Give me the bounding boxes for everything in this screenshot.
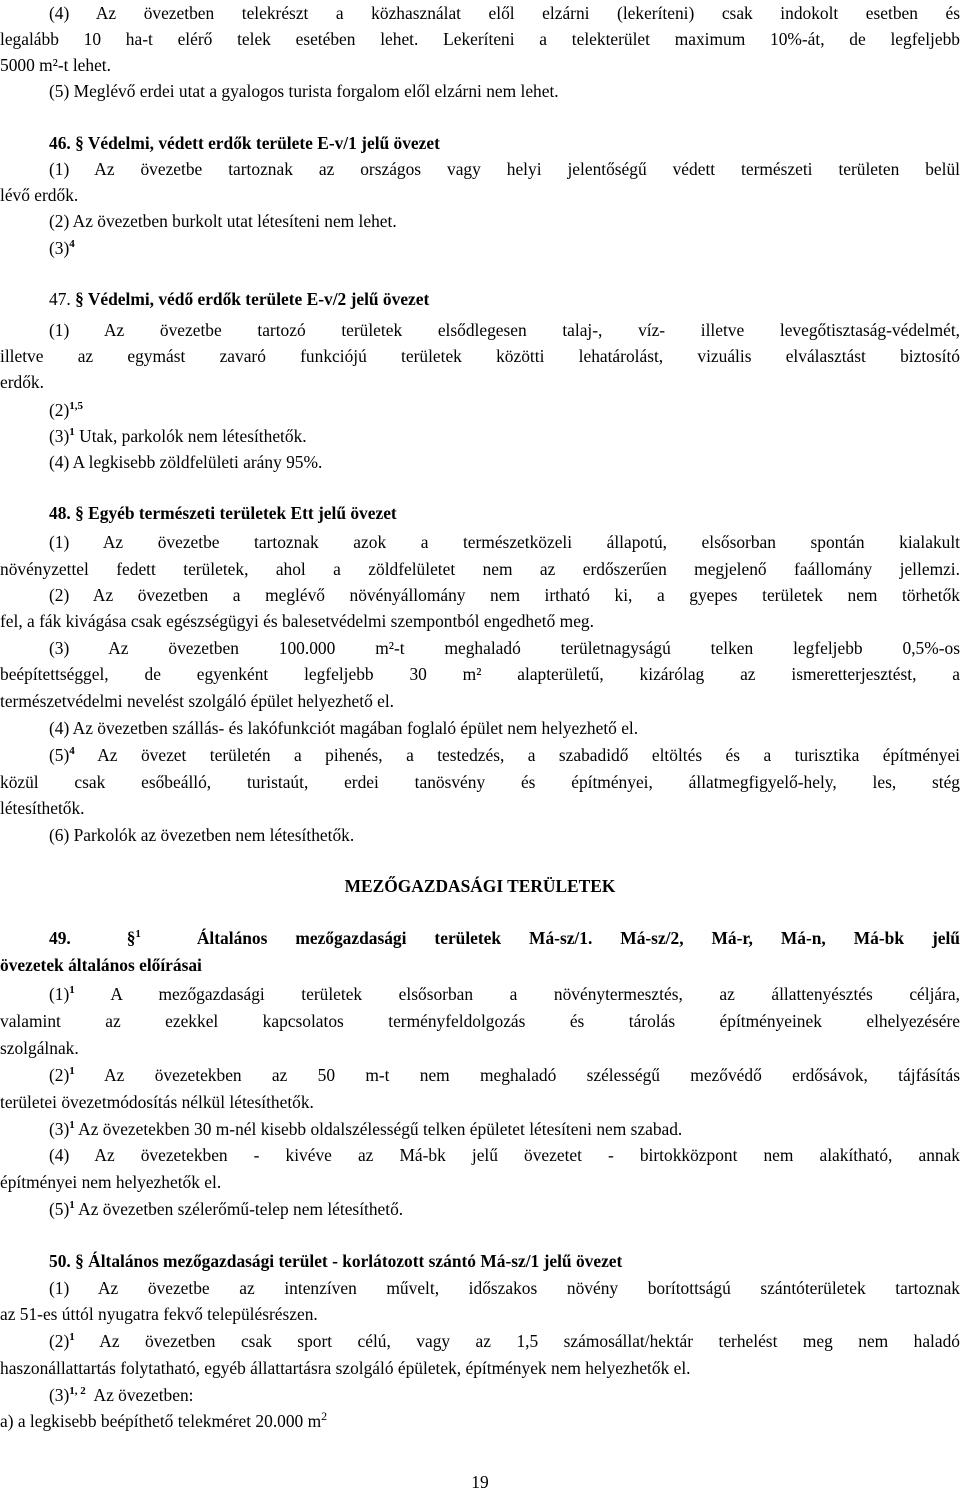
section-number: 49. bbox=[49, 928, 71, 948]
paragraph-line: (4) Az övezetekben - kivéve az Má-bk jelű övezetet - birtokközpont nem alakítható, annak bbox=[49, 1145, 960, 1165]
paragraph-number: (3) bbox=[49, 238, 70, 258]
paragraph-line: (6) Parkolók az övezetben nem létesíthetők. bbox=[49, 825, 355, 845]
paragraph-number: (3) bbox=[49, 1119, 70, 1139]
superscript: 2 bbox=[321, 1409, 328, 1423]
page-number: 19 bbox=[471, 1472, 489, 1492]
paragraph-line: (3) Az övezetben 100.000 m²-t meghaladó területnagyságú telken legfeljebb 0,5%-os bbox=[49, 638, 960, 658]
paragraph-line: haszonállattartás folytatható, egyéb állattartásra szolgáló épületek, építmények nem helyezhetők el. bbox=[0, 1358, 691, 1378]
section-number: 46. bbox=[49, 133, 71, 153]
paragraph-number: (5) bbox=[49, 745, 70, 765]
section-title: § Általános mezőgazdasági terület - korlátozott szántó Má-sz/1 jelű övezet bbox=[75, 1251, 623, 1271]
paragraph-line: (2) Az övezetben burkolt utat létesíteni nem lehet. bbox=[49, 211, 397, 231]
paragraph-line: beépítettséggel, de egyenként legfeljebb 30 m² alapterületű, kizárólag az ismeretterjesztést, a bbox=[0, 664, 960, 684]
paragraph-line bbox=[49, 1117, 960, 1143]
paragraph-line: (1) Az övezetbe tartoznak az országos vagy helyi jelentőségű védett természeti területen belül bbox=[49, 159, 960, 179]
paragraph-line bbox=[0, 1409, 960, 1435]
section-heading-line: övezetek általános előírásai bbox=[0, 955, 202, 975]
section-number: 50. bbox=[49, 1251, 71, 1271]
paragraph-line: (4) A legkisebb zöldfelületi arány 95%. bbox=[49, 452, 323, 472]
paragraph-line: (4) Az övezetben szállás- és lakófunkciót magában foglaló épület nem helyezhető el. bbox=[49, 718, 639, 738]
paragraph-line: létesíthetők. bbox=[0, 798, 85, 818]
section-heading-47 bbox=[49, 287, 960, 313]
paragraph-line: legalább 10 ha-t elérő telek esetében lehet. Lekeríteni a telekterület maximum 10%-át, de legfeljebb bbox=[0, 29, 960, 49]
paragraph-text: Az övezetben csak sport célú, vagy az 1,5 számosállat/hektár terhelést meg nem haladó bbox=[99, 1331, 960, 1351]
paragraph-line: (2) Az övezetben a meglévő növényállomány nem irtható ki, a gyepes területek nem törhetők bbox=[49, 585, 960, 605]
paragraph-line bbox=[49, 1197, 960, 1223]
paragraph-line: közül csak esőbeálló, turistaút, erdei tanösvény és építményei, állatmegfigyelő-hely, les, stég bbox=[0, 772, 960, 792]
paragraph-line: erdők. bbox=[0, 372, 44, 392]
paragraph-line: (5) Meglévő erdei utat a gyalogos turista forgalom elől elzárni nem lehet. bbox=[49, 81, 559, 101]
chapter-heading: MEZŐGAZDASÁGI TERÜLETEK bbox=[344, 876, 616, 896]
footnote-ref: 1 bbox=[69, 1331, 75, 1343]
paragraph-line: (4) Az övezetben telekrészt a közhasználat elől elzárni (lekeríteni) csak indokolt esetben és bbox=[49, 3, 960, 23]
paragraph-line: (1) Az övezetbe tartoznak azok a természetközeli állapotú, elsősorban spontán kialakult bbox=[49, 532, 960, 552]
footnote-ref: 1, 2 bbox=[69, 1385, 86, 1397]
section-title: § Egyéb természeti területek Ett jelű övezet bbox=[75, 503, 397, 523]
section-heading-48 bbox=[49, 501, 960, 527]
section-title: Általános mezőgazdasági területek Má-sz/1. Má-sz/2, Má-r, Má-n, Má-bk jelű bbox=[196, 928, 960, 948]
paragraph-text: Utak, parkolók nem létesíthetők. bbox=[79, 426, 307, 446]
paragraph-line: természetvédelmi nevelést szolgáló épület helyezhető el. bbox=[0, 691, 395, 711]
paragraph-line: (1) Az övezetbe tartozó területek elsődlegesen talaj-, víz- illetve levegőtisztaság-védelmét, bbox=[49, 320, 960, 340]
paragraph-line bbox=[49, 398, 960, 424]
section-sign: § bbox=[126, 928, 136, 948]
paragraph-text: Az övezet területén a pihenés, a testedzés, a szabadidő eltöltés és a turisztika építményei bbox=[97, 745, 960, 765]
paragraph-line: illetve az egymást zavaró funkciójú területek közötti lehatárolást, vizuális elválasztást biztosító bbox=[0, 346, 960, 366]
paragraph-number: (3) bbox=[49, 426, 70, 446]
paragraph-line bbox=[49, 236, 960, 262]
footnote-ref: 4 bbox=[69, 745, 75, 757]
footnote-ref: 1 bbox=[135, 928, 141, 940]
paragraph-line: szolgálnak. bbox=[0, 1038, 79, 1058]
paragraph-text: Az övezetekben az 50 m-t nem meghaladó szélességű mezővédő erdősávok, tájfásítás bbox=[104, 1065, 960, 1085]
paragraph-line: növényzettel fedett területek, ahol a zöldfelületet nem az erdőszerűen megjelenő faállomány jellemzi. bbox=[0, 559, 960, 579]
section-number: 47. bbox=[49, 289, 71, 309]
footnote-ref: 1 bbox=[69, 426, 75, 438]
paragraph-line bbox=[49, 1383, 960, 1409]
paragraph-line bbox=[49, 743, 960, 769]
footnote-ref: 4 bbox=[69, 238, 75, 250]
section-title: § Védelmi, védett erdők területe E-v/1 jelű övezet bbox=[75, 133, 440, 153]
paragraph-line: valamint az ezekkel kapcsolatos terményfeldolgozás és tárolás építményeinek elhelyezésére bbox=[0, 1011, 960, 1031]
section-title: § Védelmi, védő erdők területe E-v/2 jelű övezet bbox=[75, 289, 430, 309]
paragraph-line bbox=[49, 1063, 960, 1089]
paragraph-line: területei övezetmódosítás nélkül létesíthetők. bbox=[0, 1092, 314, 1112]
paragraph-number: (2) bbox=[49, 1065, 70, 1085]
paragraph-number: (2) bbox=[49, 400, 70, 420]
footnote-ref: 1 bbox=[69, 984, 75, 996]
paragraph-number: (3) bbox=[49, 1385, 70, 1405]
section-heading-50 bbox=[49, 1249, 960, 1275]
paragraph-line: építményei nem helyezhetők el. bbox=[0, 1172, 222, 1192]
paragraph-line: (1) Az övezetbe az intenzíven művelt, időszakos növény borítottságú szántóterületek tartoznak bbox=[49, 1278, 960, 1298]
footnote-ref: 1,5 bbox=[69, 400, 84, 412]
paragraph-line bbox=[49, 982, 960, 1008]
footnote-ref: 1 bbox=[69, 1199, 75, 1211]
paragraph-line: az 51-es úttól nyugatra fekvő településrészen. bbox=[0, 1304, 318, 1324]
paragraph-text: Az övezetekben 30 m-nél kisebb oldalszélességű telken épületet létesíteni nem szabad. bbox=[78, 1119, 683, 1139]
paragraph-text: a) a legkisebb beépíthető telekméret 20.000 m bbox=[0, 1411, 322, 1431]
paragraph-text: Az övezetben: bbox=[93, 1385, 194, 1405]
section-heading-46 bbox=[49, 131, 960, 157]
paragraph-line: lévő erdők. bbox=[0, 185, 79, 205]
paragraph-line bbox=[49, 1329, 960, 1355]
footnote-ref: 1 bbox=[69, 1119, 75, 1131]
paragraph-number: (2) bbox=[49, 1331, 70, 1351]
paragraph-line: 5000 m²-t lehet. bbox=[0, 55, 111, 75]
paragraph-number: (1) bbox=[49, 984, 70, 1004]
footnote-ref: 1 bbox=[69, 1065, 75, 1077]
paragraph-line bbox=[49, 424, 960, 450]
paragraph-text: A mezőgazdasági területek elsősorban a növénytermesztés, az állattenyésztés céljára, bbox=[110, 984, 960, 1004]
paragraph-line: fel, a fák kivágása csak egészségügyi és balesetvédelmi szempontból engedhető meg. bbox=[0, 611, 594, 631]
section-heading-49 bbox=[49, 926, 960, 952]
paragraph-number: (5) bbox=[49, 1199, 70, 1219]
section-number: 48. bbox=[49, 503, 71, 523]
paragraph-text: Az övezetben szélerőmű-telep nem létesíthető. bbox=[78, 1199, 404, 1219]
